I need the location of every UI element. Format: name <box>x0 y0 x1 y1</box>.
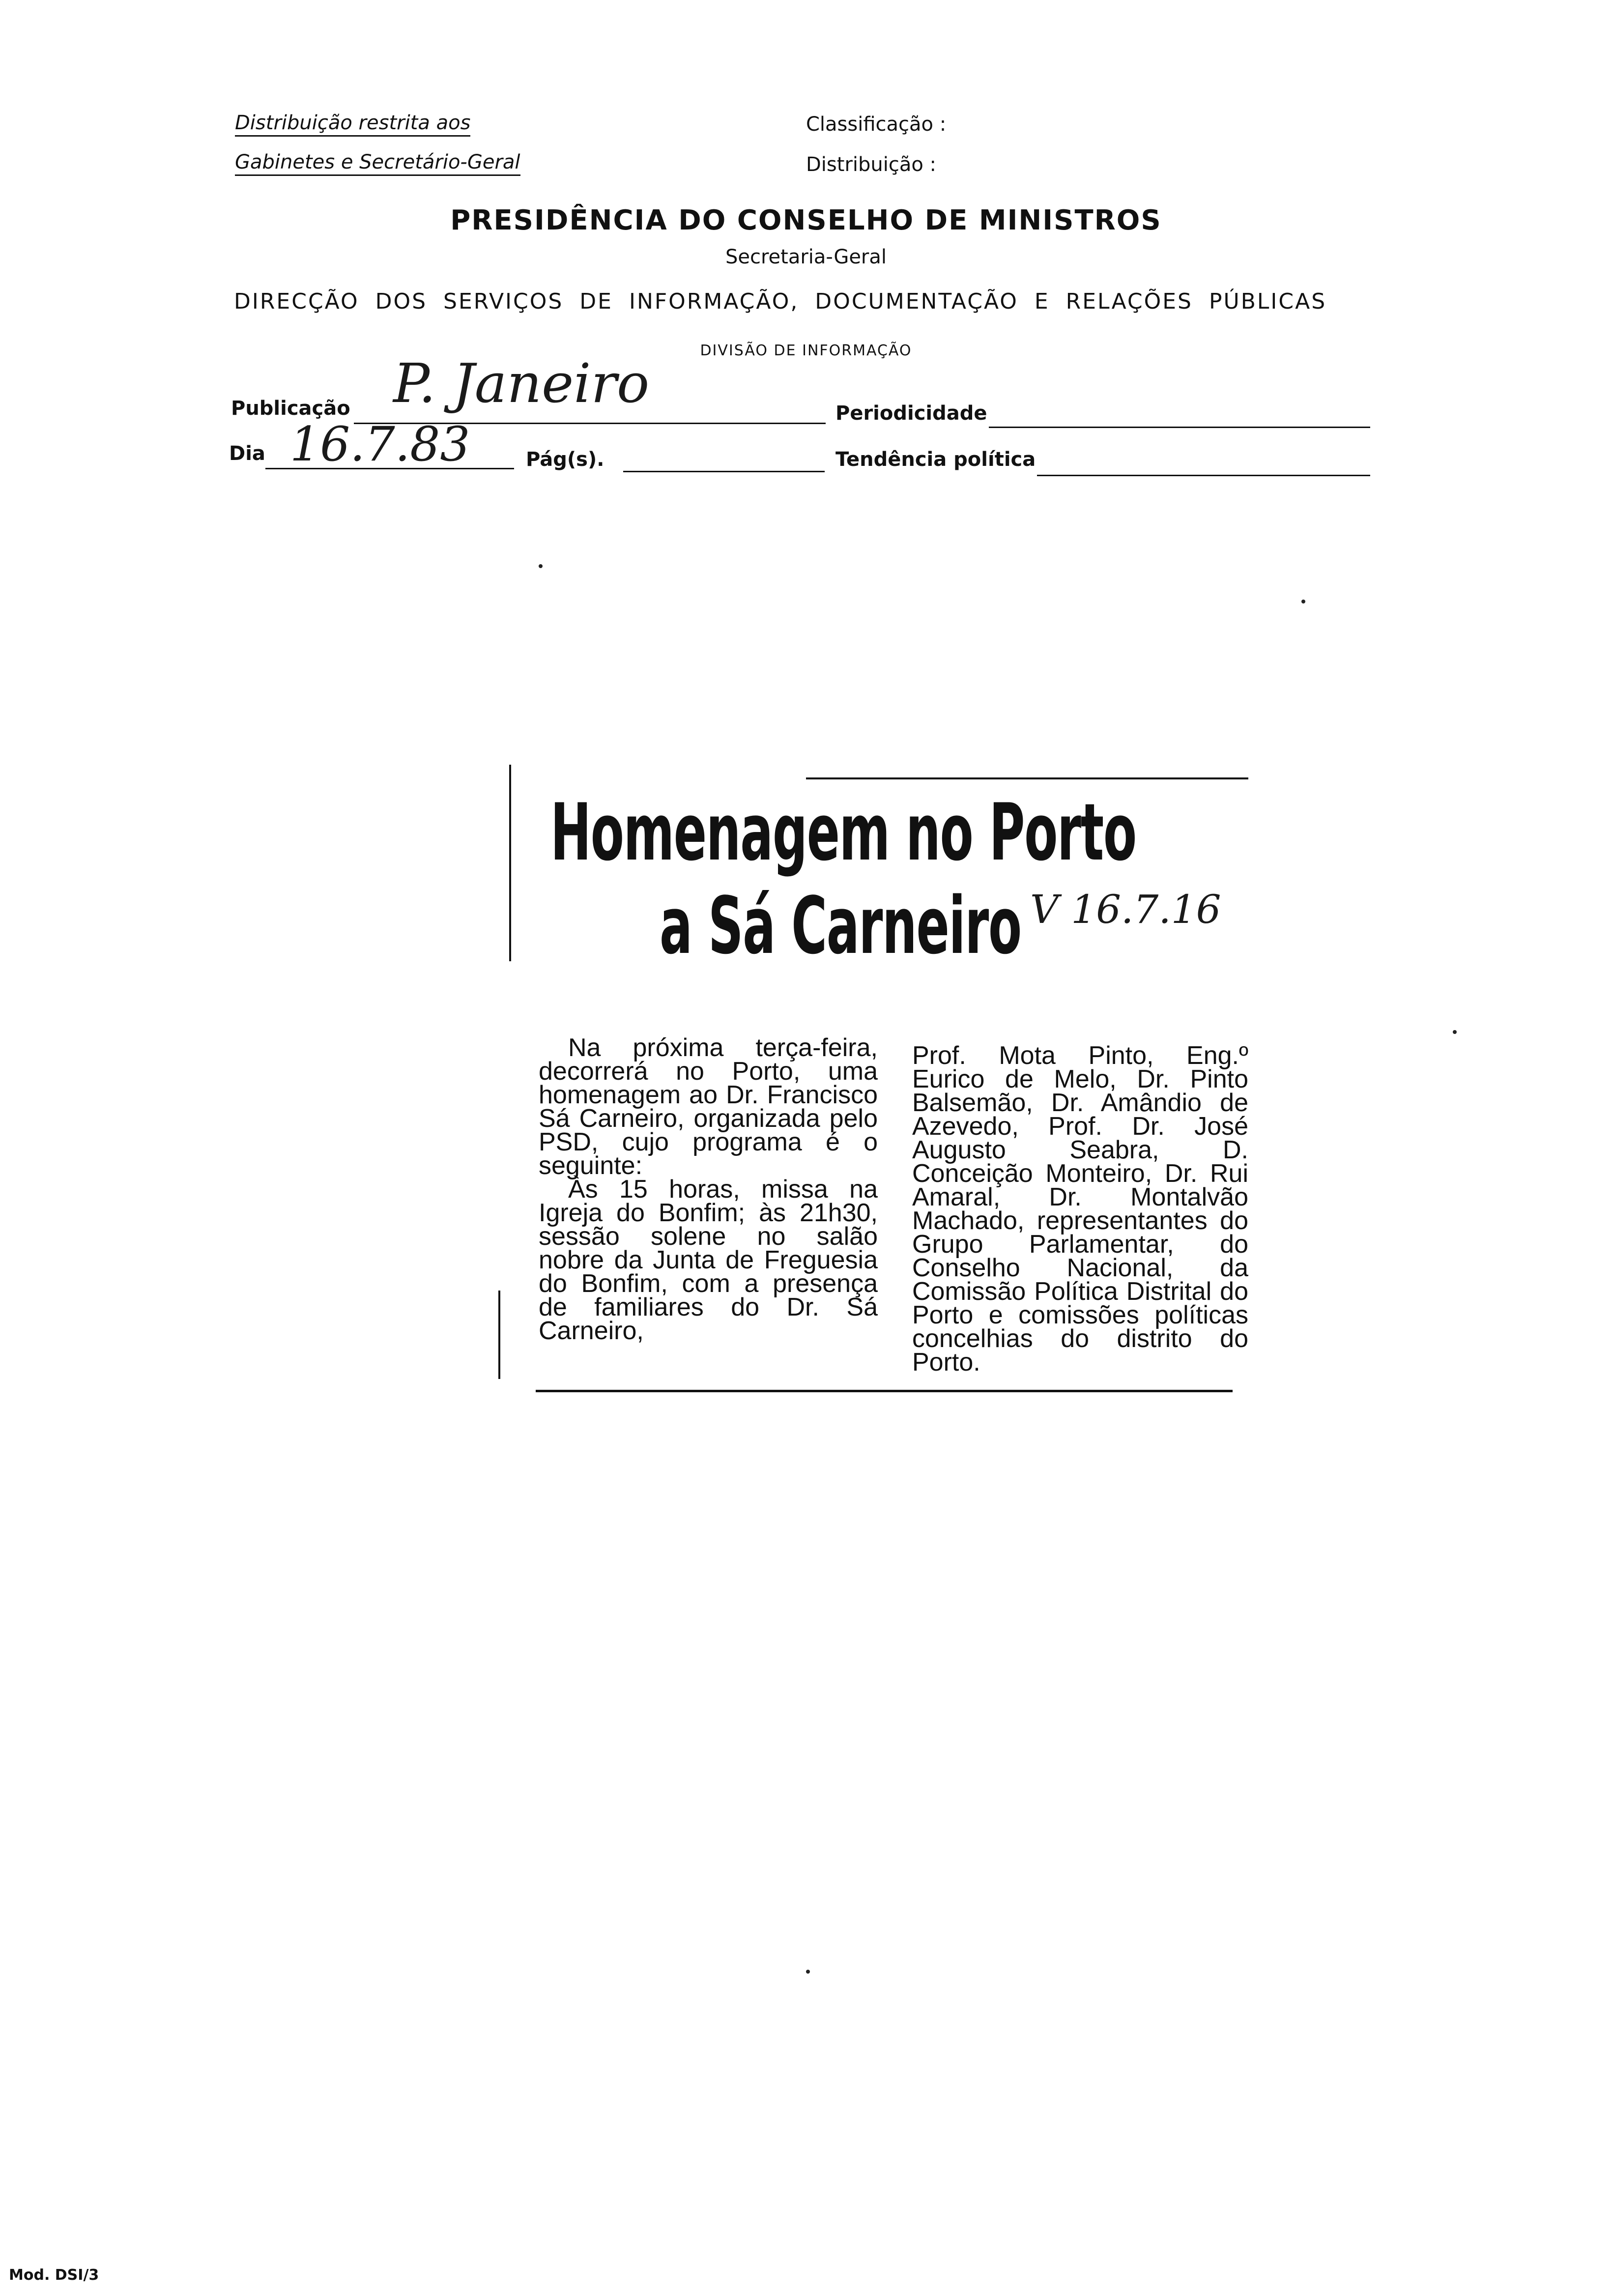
pags-line <box>623 471 825 472</box>
secretaria-geral: Secretaria-Geral <box>725 246 887 268</box>
article-col1-paragraph-1: Na próxima terça-feira, decorrerá no Porto, uma homenagem ao Dr. Francisco Sá Carneiro, organizada pelo PSD, cujo programa é o seguinte: <box>539 1033 878 1180</box>
handwritten-note: V 16.7.16 <box>1030 887 1221 932</box>
scan-speck <box>539 564 543 568</box>
scan-speck <box>806 1970 810 1974</box>
scan-speck <box>1301 600 1305 603</box>
headline-line-1: Homenagem no Porto <box>550 786 1136 878</box>
dia-label: Dia <box>229 442 265 465</box>
restriction-line-2: Gabinetes e Secretário-Geral <box>235 148 520 176</box>
periodicidade-line <box>989 427 1370 428</box>
distribuicao-label: Distribuição : <box>806 153 937 176</box>
publicacao-handwritten-value: P. Janeiro <box>393 352 650 415</box>
periodicidade-label: Periodicidade <box>835 402 987 425</box>
headline-line-2: a Sá Carneiro <box>660 880 1021 972</box>
article-column-1 <box>539 1033 878 1345</box>
pags-label: Pág(s). <box>526 448 604 471</box>
clipping-top-rule <box>806 777 1248 779</box>
article-col1-paragraph-2: Às 15 horas, missa na Igreja do Bonfim; às 21h30, sessão solene no salão nobre da Junta de Freguesia do Bonfim, com a presença de familiares do Dr. Sá Carneiro, <box>539 1175 878 1345</box>
clipping-lower-left-border <box>498 1291 500 1379</box>
divisao-title: DIVISÃO DE INFORMAÇÃO <box>700 342 912 359</box>
tendencia-line <box>1037 475 1370 476</box>
dia-handwritten-value: 16.7.83 <box>290 417 470 472</box>
article-column-2: Prof. Mota Pinto, Eng.º Eurico de Melo, Dr. Pinto Balsemão, Dr. Amândio de Azevedo, Prof. Dr. José Augusto Seabra, D. Conceição Monteiro, Dr. Rui Amaral, Dr. Montalvão Machado, representantes do Grupo Parlamentar, do Conselho Nacional, da Comissão Política Distrital do Porto e comissões políticas concelhias do distrito do Porto. <box>912 1041 1248 1377</box>
publicacao-label: Publicação <box>231 397 350 420</box>
scan-speck <box>1453 1030 1457 1034</box>
clipping-bottom-rule <box>536 1390 1233 1392</box>
direccao-title: DIRECÇÃO DOS SERVIÇOS DE INFORMAÇÃO, DOCUMENTAÇÃO E RELAÇÕES PÚBLICAS <box>234 289 1327 314</box>
presidencia-title: PRESIDÊNCIA DO CONSELHO DE MINISTROS <box>450 204 1162 236</box>
clipping-left-border <box>509 765 511 961</box>
restriction-line-1: Distribuição restrita aos <box>235 109 470 137</box>
classificacao-label: Classificação : <box>806 113 947 136</box>
model-code: Mod. DSI/3 <box>9 2267 99 2284</box>
tendencia-label: Tendência política <box>835 448 1036 471</box>
